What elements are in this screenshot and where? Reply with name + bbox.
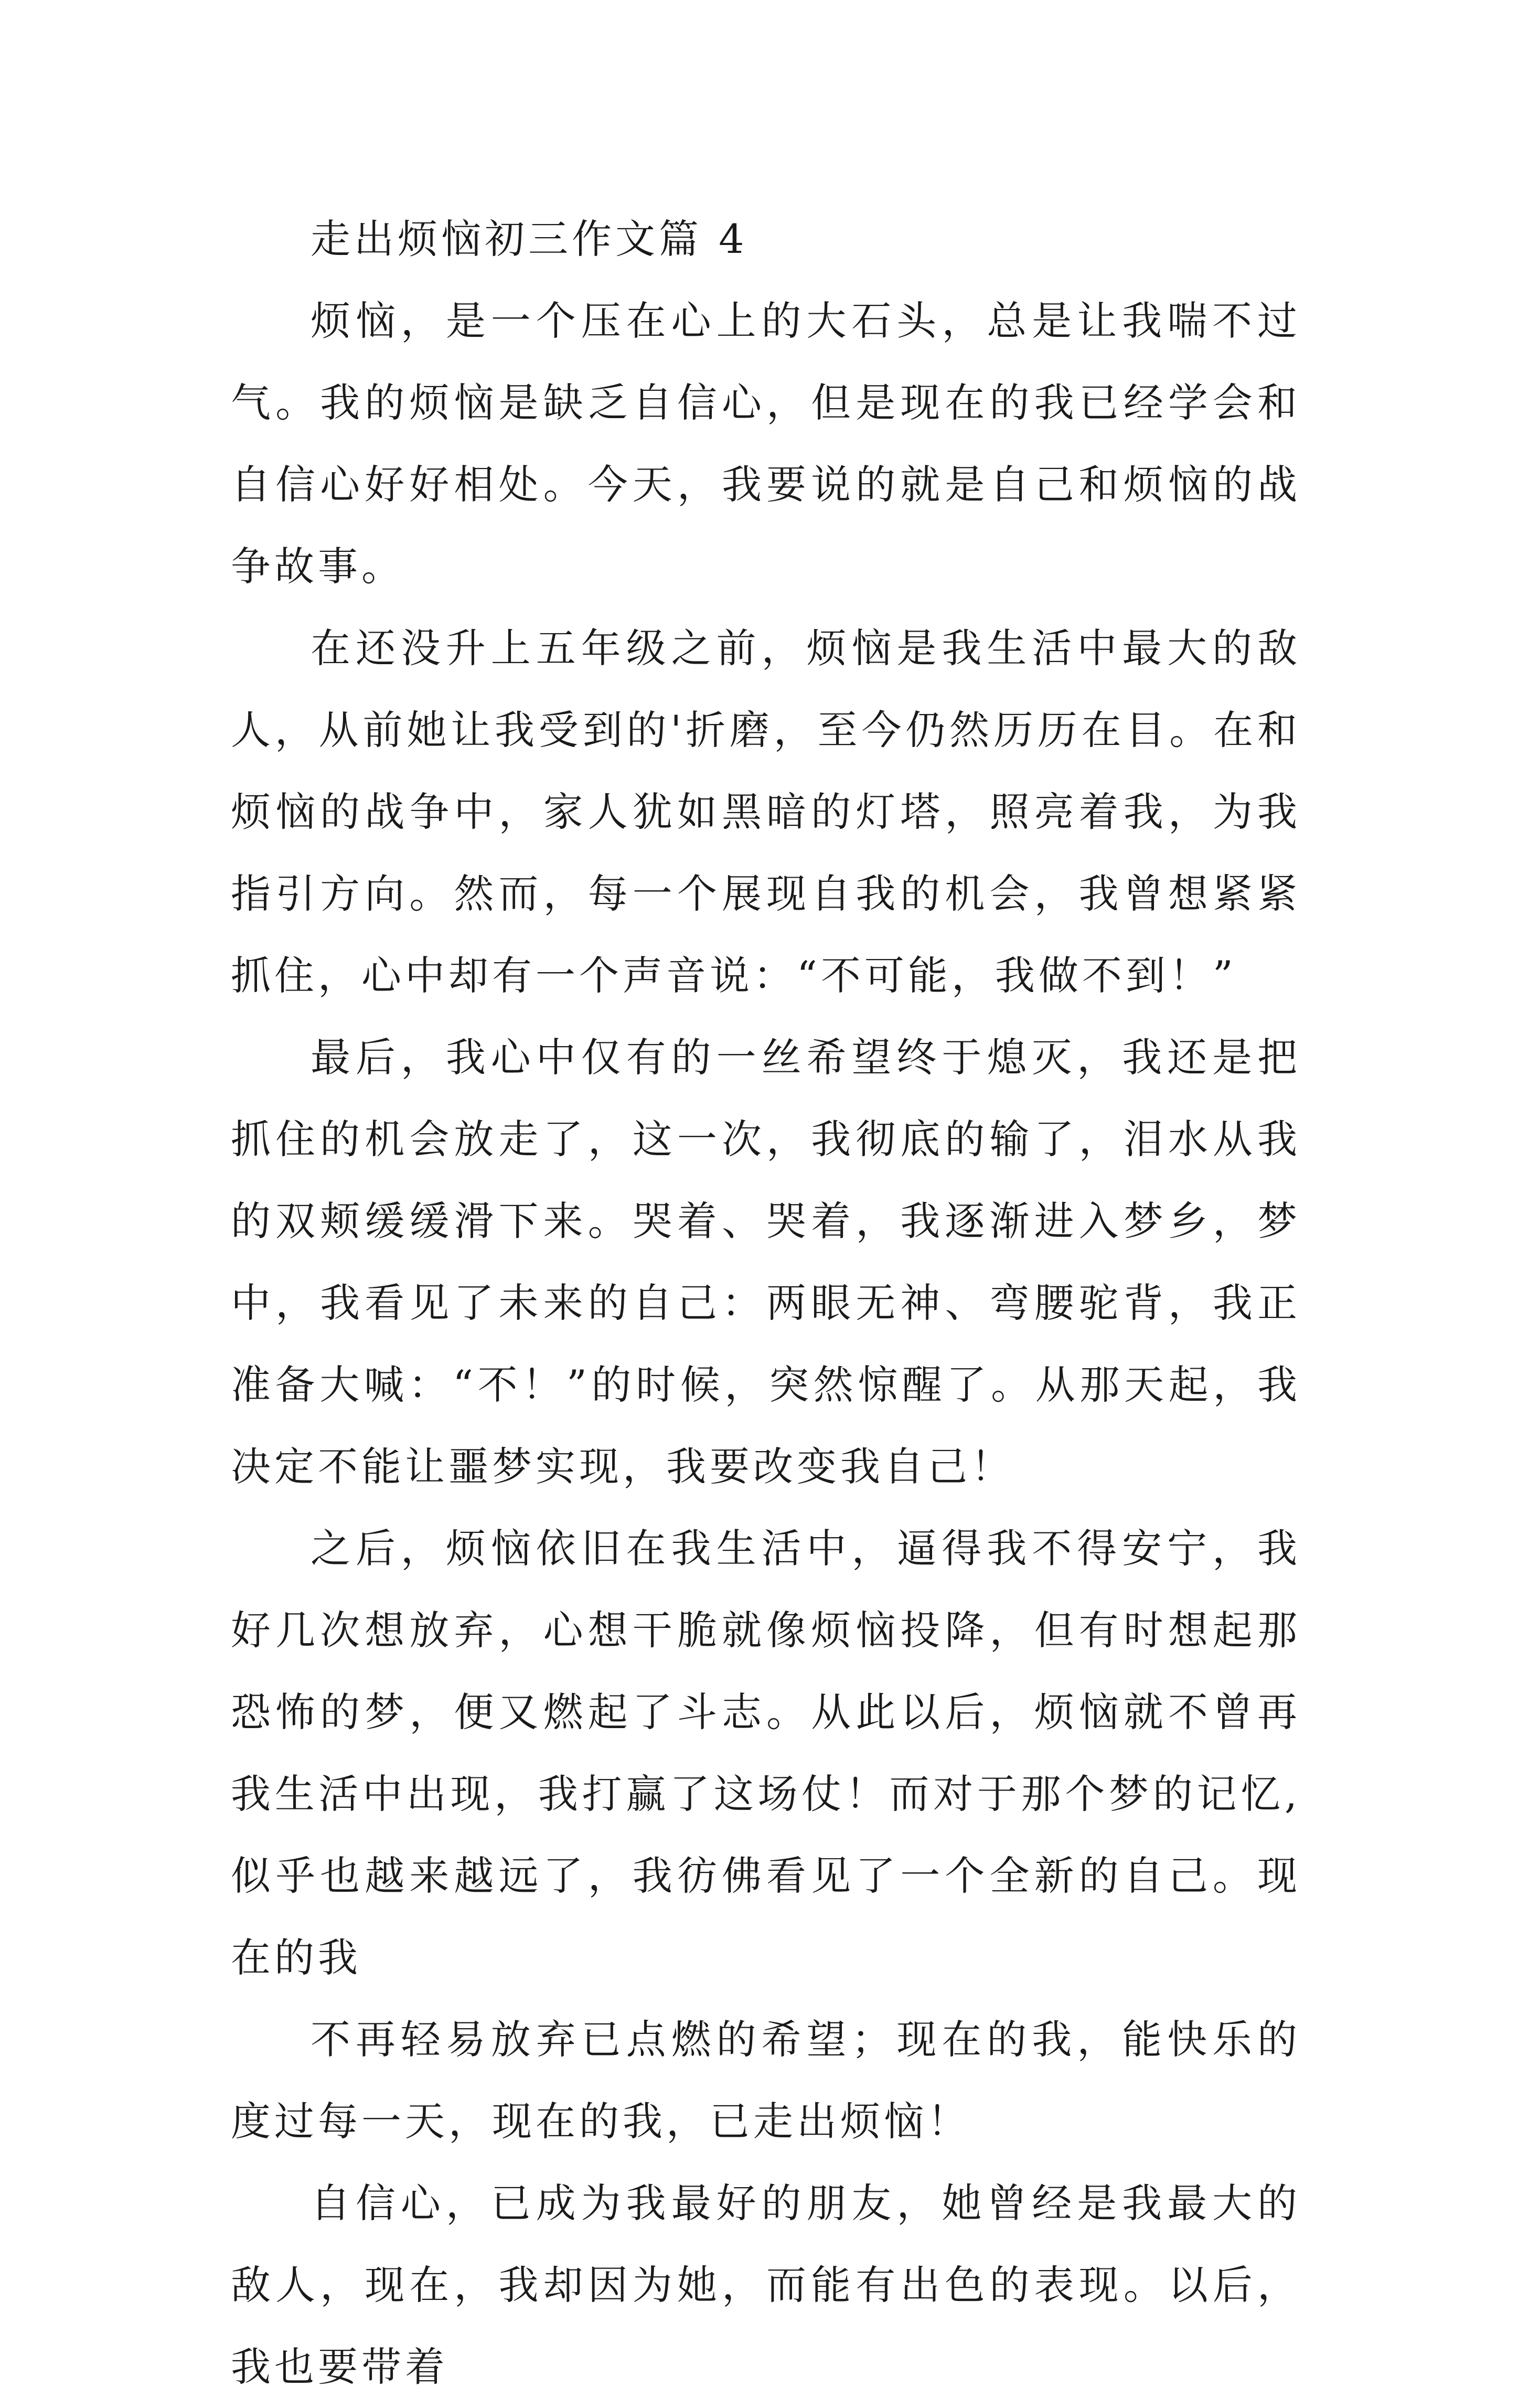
paragraph-5: 不再轻易放弃已点燃的希望；现在的我，能快乐的度过每一天，现在的我，已走出烦恼！ — [231, 2016, 1301, 2145]
paragraph-6: 自信心，已成为我最好的朋友，她曾经是我最大的敌人，现在，我却因为她，而能有出色的表现。以后，我也要带着 — [231, 2180, 1301, 2390]
document-title: 走出烦恼初三作文篇 4 — [311, 216, 748, 262]
paragraph-1: 烦恼，是一个压在心上的大石头，总是让我喘不过气。我的烦恼是缺乏自信心，但是现在的我已经学会和自信心好好相处。今天，我要说的就是自己和烦恼的战争故事。 — [231, 297, 1301, 590]
paragraph-3: 最后，我心中仅有的一丝希望终于熄灭，我还是把抓住的机会放走了，这一次，我彻底的输了，泪水从我的双颊缓缓滑下来。哭着、哭着，我逐渐进入梦乡，梦中，我看见了未来的自己：两眼无神、弯腰驼背，我正准备大喊：“不！”的时候，突然惊醒了。从那天起，我决定不能让噩梦实现，我要改变我自己！ — [231, 1034, 1301, 1490]
document-body — [231, 198, 1301, 2408]
paragraph-2: 在还没升上五年级之前，烦恼是我生活中最大的敌人，从前她让我受到的'折磨，至今仍然历历在目。在和烦恼的战争中，家人犹如黑暗的灯塔，照亮着我，为我指引方向。然而，每一个展现自我的机会，我曾想紧紧抓住，心中却有一个声音说：“不可能，我做不到！” — [231, 625, 1301, 999]
paragraph-4: 之后，烦恼依旧在我生活中，逼得我不得安宁，我好几次想放弃，心想干脆就像烦恼投降，但有时想起那恐怖的梦，便又燃起了斗志。从此以后，烦恼就不曾再我生活中出现，我打赢了这场仗！而对于那个梦的记忆,似乎也越来越远了，我彷佛看见了一个全新的自己。现在的我 — [231, 1525, 1301, 1981]
